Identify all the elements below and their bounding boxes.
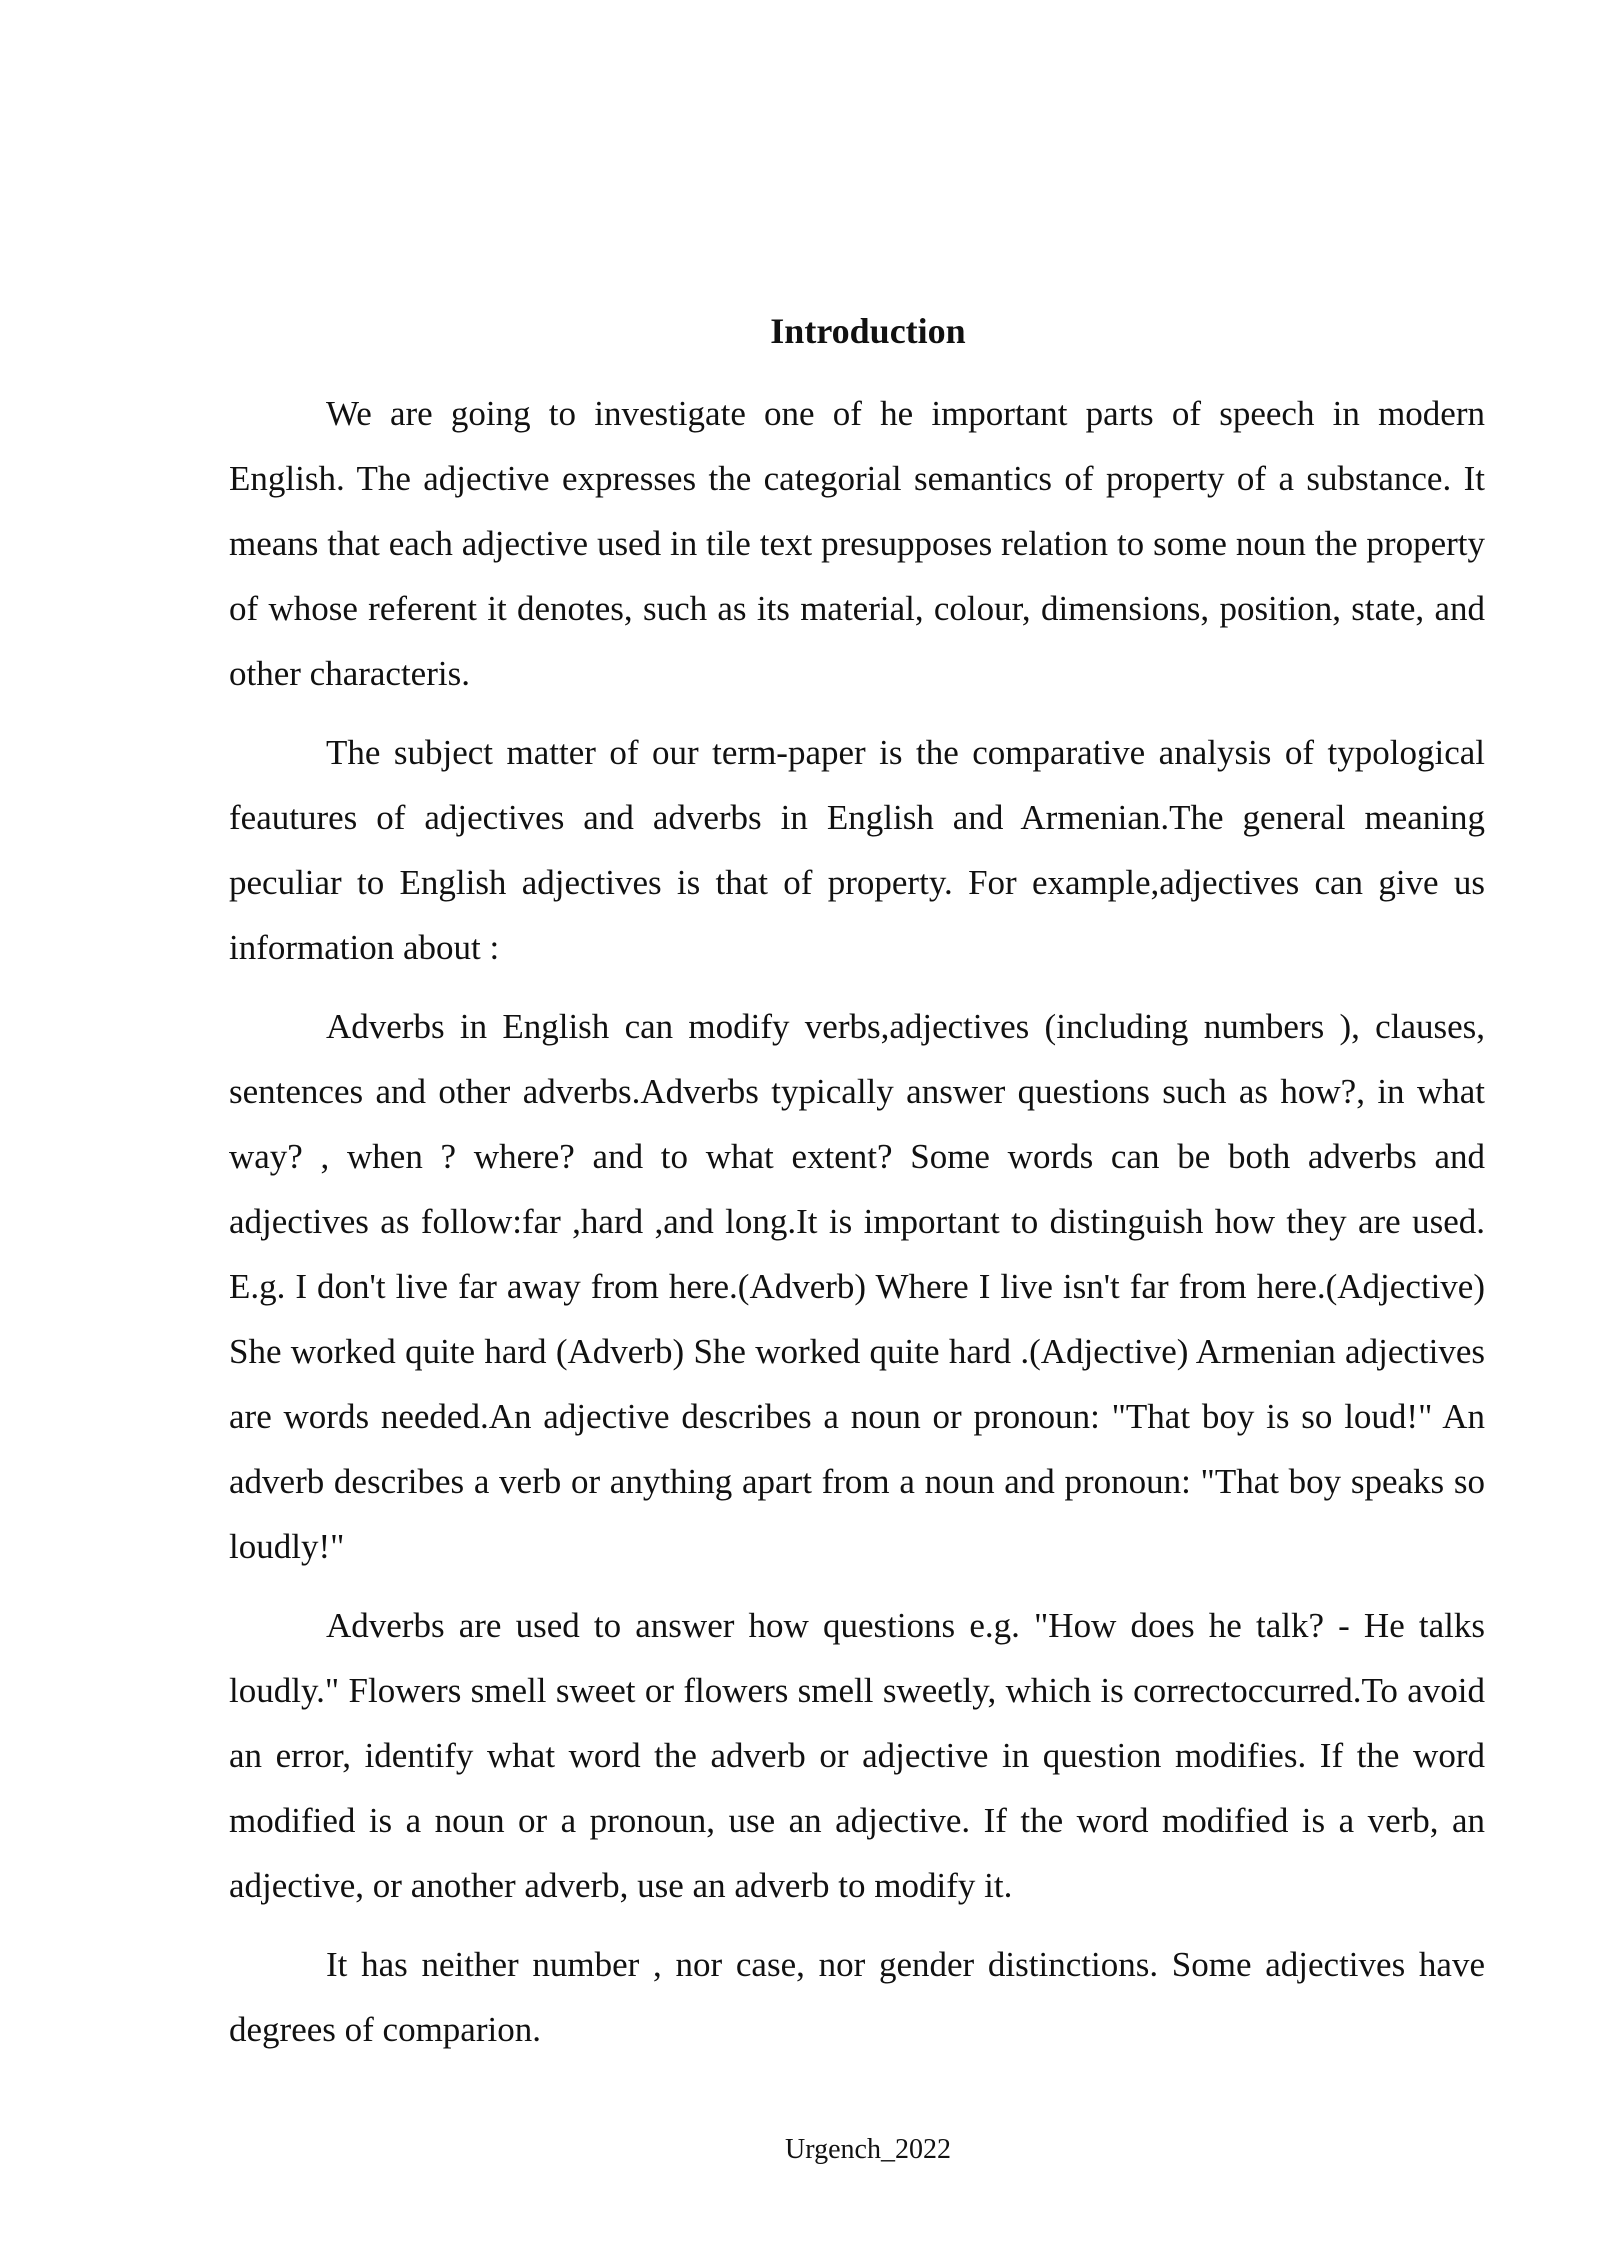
paragraph-1: We are going to investigate one of he important parts of speech in modern English. The adjective expresses the categorial semantics of property of a substance. It means that each adjective used in tile text presupposes relation to some noun the property of whose referent it denotes, such as its material, colour, dimensions, position, state, and other characteris. bbox=[229, 394, 1485, 693]
footer-text: Urgench_2022 bbox=[785, 2134, 951, 2165]
page-title: Introduction bbox=[770, 311, 966, 351]
heading-container bbox=[229, 305, 1485, 357]
paragraph-2: The subject matter of our term-paper is the comparative analysis of typological feautures of adjectives and adverbs in English and Armenian.The general meaning peculiar to English adjectives is that of property. For example,adjectives can give us information about : bbox=[229, 733, 1485, 967]
paragraph-3: Adverbs in English can modify verbs,adjectives (including numbers ), clauses, sentences and other adverbs.Adverbs typically answer questions such as how?, in what way? , when ? where? and to what extent? Some words can be both adverbs and adjectives as follow:far ,hard ,and long.It is important to distinguish how they are used. E.g. I don't live far away from here.(Adverb) Where I live isn't far from here.(Adjective) She worked quite hard (Adverb) She worked quite hard .(Adjective) Armenian adjectives are words needed.An adjective describes a noun or pronoun: "That boy is so loud!" An adverb describes a verb or anything apart from a noun and pronoun: "That boy speaks so loudly!" bbox=[229, 1007, 1485, 1566]
paragraph-4: Adverbs are used to answer how questions e.g. "How does he talk? - He talks loudly." Flowers smell sweet or flowers smell sweetly, which is correctoccurred.To avoid an error, identify what word the adverb or adjective in question modifies. If the word modified is a noun or a pronoun, use an adjective. If the word modified is a verb, an adjective, or another adverb, use an adverb to modify it. bbox=[229, 1606, 1485, 1905]
page-footer bbox=[229, 2132, 1485, 2168]
paragraph-5: It has neither number , nor case, nor gender distinctions. Some adjectives have degrees of comparion. bbox=[229, 1945, 1485, 2049]
body-text bbox=[229, 381, 1485, 2076]
